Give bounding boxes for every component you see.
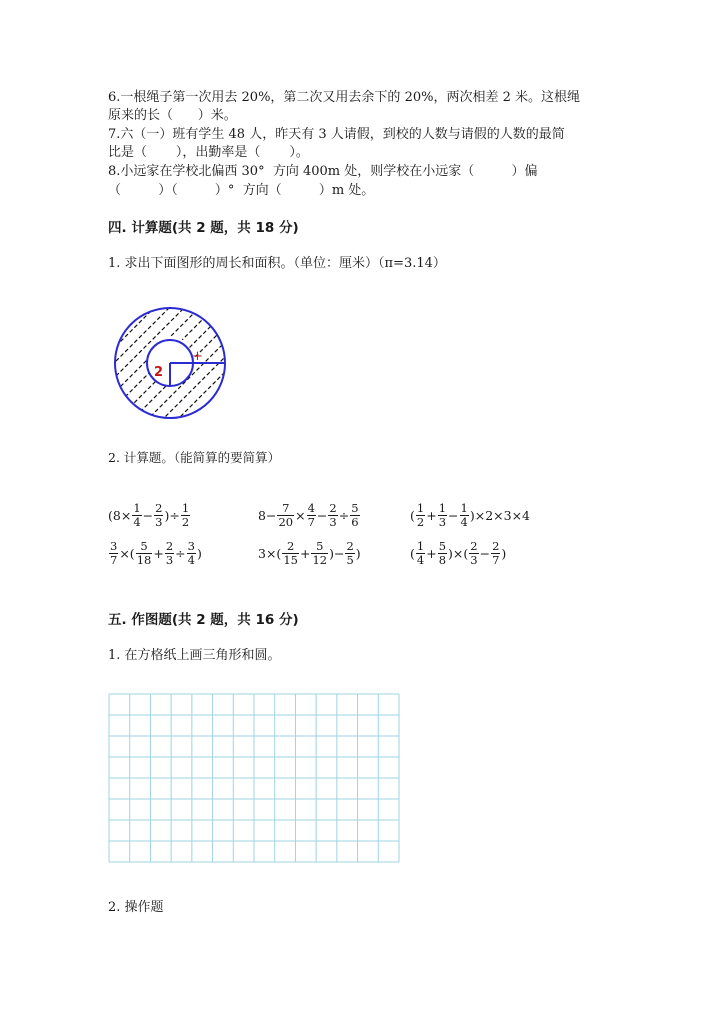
expr-1: (8× $\frac{1}{4}$ − $\frac{2}{3}$ )÷ $\frac{1}{2}$: [108, 500, 190, 529]
section5-q1: 1. 在方格纸上画三角形和圆。: [108, 648, 281, 663]
q8-line2: （ ）（ ）° 方向（ ）m 处。: [108, 183, 375, 198]
q8-line1: 8.小远家在学校北偏西 30° 方向 400m 处，则学校在小远家（ ）偏: [108, 164, 538, 179]
expr-4: 3×( $\frac{2}{15}$ + $\frac{5}{12}$ )− $\frac{2}{5}$ ): [258, 538, 361, 567]
section4-q1: 1. 求出下面图形的周长和面积。（单位：厘米）（π=3.14）: [108, 256, 446, 271]
grid-paper: [108, 693, 400, 863]
radius-mark: +: [192, 349, 203, 364]
q6-line1: 6.一根绳子第一次用去 20%，第二次又用去余下的 20%，两次相差 2 米。这根绳: [108, 90, 580, 105]
expr-6: ( $\frac{1}{4}$ + $\frac{5}{8}$ )×( $\frac{2}{3}$ − $\frac{2}{7}$ ): [410, 538, 507, 567]
q7-line1: 7.六（一）班有学生 48 人，昨天有 3 人请假，到校的人数与请假的人数的最简: [108, 127, 565, 142]
section5-q2: 2. 操作题: [108, 900, 164, 915]
expr-5: ( $\frac{1}{2}$ + $\frac{1}{3}$ − $\frac{1}{4}$ )×2×3×4: [410, 500, 530, 529]
q6-line2: 原来的长（ ）米。: [108, 108, 237, 123]
radius-label: 2: [154, 365, 164, 380]
section4-q2: 2. 计算题。（能简算的要简算）: [108, 450, 281, 465]
expr-2: $\frac{3}{7}$ ×( $\frac{5}{18}$ + $\frac{2}{3}$ ÷ $\frac{3}{4}$ ): [110, 538, 202, 567]
annulus-figure: [110, 302, 230, 424]
expr-3: 8− $\frac{7}{20}$ × $\frac{4}{7}$ − $\frac{2}{3}$ ÷ $\frac{5}{6}$: [258, 500, 359, 529]
section4-title: 四. 计算题(共 2 题，共 18 分): [108, 220, 299, 236]
q7-line2: 比是（ ），出勤率是（ ）。: [108, 145, 309, 160]
section5-title: 五. 作图题(共 2 题，共 16 分): [108, 612, 299, 628]
